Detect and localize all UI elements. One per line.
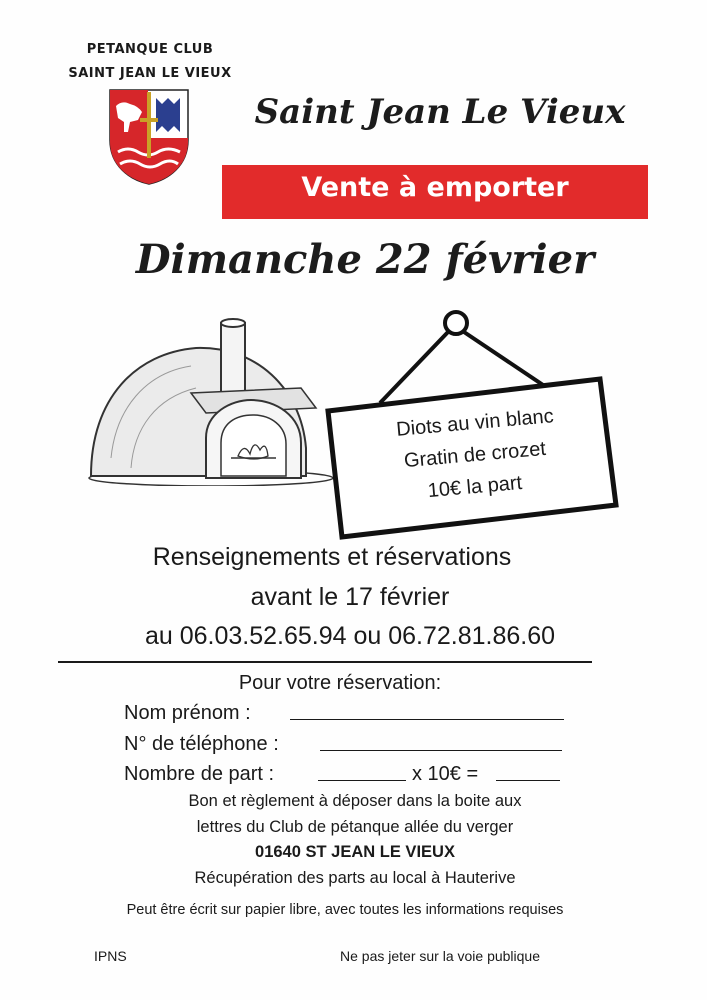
- pickup-note: Récupération des parts au local à Hauterive: [194, 869, 516, 887]
- phone-field-line: [320, 750, 562, 751]
- town-title: Saint Jean Le Vieux: [254, 92, 626, 132]
- info-phone-numbers: au 06.03.52.65.94 ou 06.72.81.86.60: [144, 622, 556, 650]
- drop-off-note-line1: Bon et règlement à déposer dans la boite aux: [188, 792, 522, 810]
- total-field-line: [496, 780, 560, 781]
- club-name-line1: PETANQUE CLUB: [86, 42, 214, 57]
- club-name-line2: SAINT JEAN LE VIEUX: [68, 66, 232, 81]
- drop-off-note-line2: lettres du Club de pétanque allée du verger: [196, 818, 514, 836]
- count-field-label: Nombre de part :: [124, 763, 275, 785]
- price-multiplier: x 10€ =: [412, 763, 479, 785]
- sign-menu-price: 10€ la part: [426, 471, 523, 503]
- phone-field-label: N° de téléphone :: [124, 733, 279, 755]
- drop-off-address: 01640 ST JEAN LE VIEUX: [255, 843, 455, 861]
- form-title: Pour votre réservation:: [238, 672, 442, 694]
- free-paper-note: Peut être écrit sur papier libre, avec toutes les informations requises: [126, 902, 564, 918]
- info-line1: Renseignements et réservations: [152, 543, 512, 571]
- count-field-line: [318, 780, 406, 781]
- sign-menu-line2: Gratin de crozet: [403, 437, 547, 473]
- sign-menu-line1: Diots au vin blanc: [395, 405, 555, 441]
- info-deadline: avant le 17 février: [250, 583, 450, 611]
- pizza-oven-illustration: [86, 318, 336, 486]
- event-date: Dimanche 22 février: [135, 236, 595, 283]
- name-field-label: Nom prénom :: [124, 702, 251, 724]
- banner-text: Vente à emporter: [301, 172, 569, 203]
- divider: [58, 661, 592, 663]
- name-field-line: [290, 719, 564, 720]
- ipns-label: IPNS: [94, 948, 127, 964]
- crest-logo: [108, 88, 190, 186]
- do-not-litter-note: Ne pas jeter sur la voie publique: [340, 948, 541, 964]
